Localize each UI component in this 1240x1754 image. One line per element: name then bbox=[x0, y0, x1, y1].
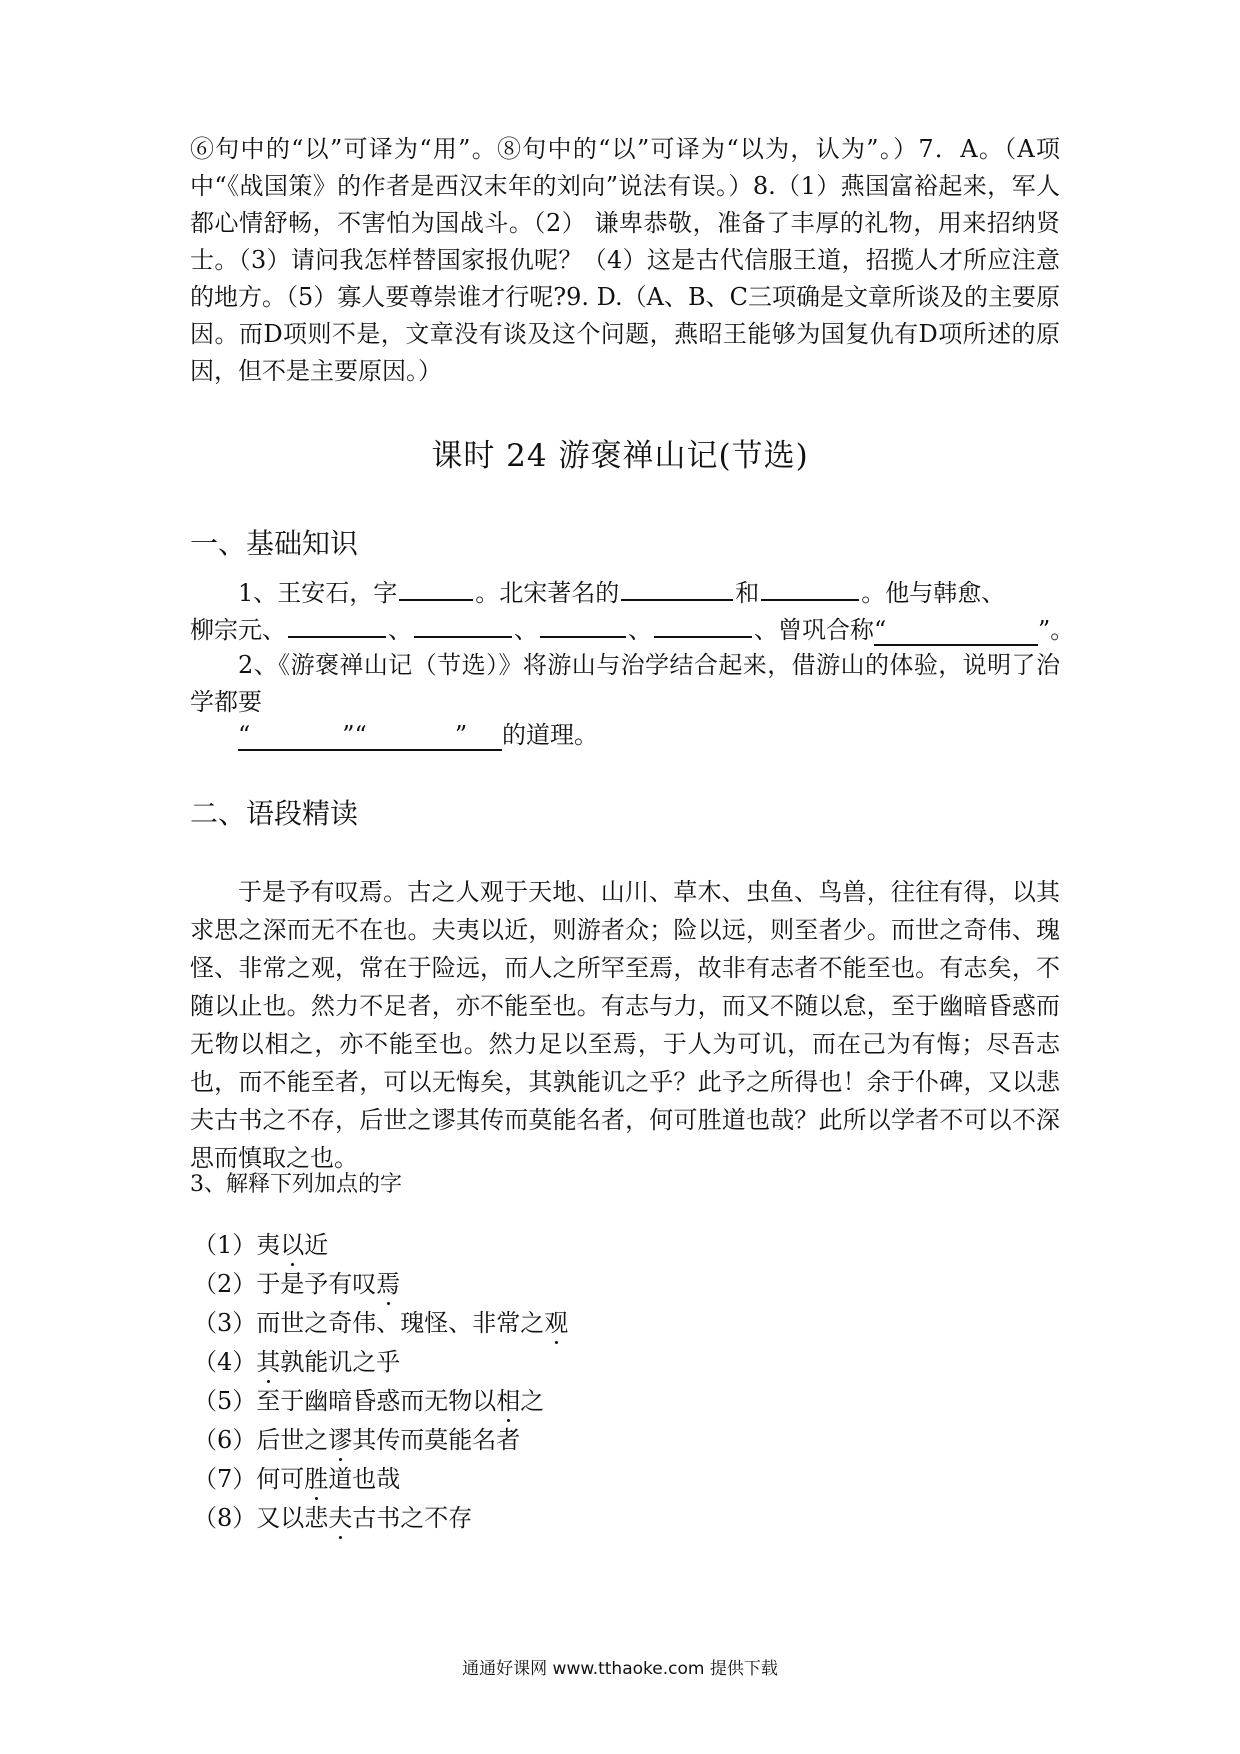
vocab-item bbox=[193, 1303, 568, 1338]
dotted-character: 以 bbox=[280, 1231, 305, 1259]
vocab-item bbox=[193, 1498, 472, 1533]
dotted-character: 相 bbox=[496, 1387, 521, 1415]
dotted-character: 观 bbox=[544, 1309, 569, 1337]
quote-open: “ bbox=[238, 721, 251, 749]
vocab-item-pre: 何可 bbox=[256, 1465, 305, 1493]
q2-tail: 的道理。 bbox=[502, 721, 598, 749]
q1-text: 和 bbox=[735, 579, 760, 607]
vocab-item bbox=[193, 1459, 400, 1494]
section-heading-basics: 一、基础知识 bbox=[190, 527, 359, 560]
vocab-item-num: （5） bbox=[193, 1387, 257, 1415]
vocab-item-pre: 又以悲 bbox=[256, 1504, 329, 1532]
passage-text: 于是予有叹焉。古之人观于天地、山川、草木、虫鱼、鸟兽，往往有得，以其求思之深而无不在也。夫夷以近，则游者众；险以远，则至者少。而世之奇伟、瑰怪、非常之观，常在于险远，而人之所罕至焉，故非有志者不能至也。有志矣，不随以止也。然力不足者，亦不能至也。有志与力，而又不随以怠，至于幽暗昏惑而无物以相之，亦不能至也。然力足以至焉，于人为可讥，而在己为有悔；尽吾志也，而不能至者，可以无悔矣，其孰能讥之乎？此予之所得也！余于仆碑，又以悲夫古书之不存，后世之谬其传而莫能名者，何可胜道也哉？此所以学者不可以不深思而慎取之也。 bbox=[190, 878, 1060, 1172]
dotted-character: 其 bbox=[256, 1348, 281, 1376]
vocab-item bbox=[193, 1381, 544, 1416]
answers-paragraph: ⑥句中的“以”可译为“用”。⑧句中的“以”可译为“以为，认为”。）7．A。（A项中“《战国策》的作者是西汉末年的刘向”说法有误。）8.（1）燕国富裕起来，军人都心情舒畅，不害怕为国战斗。（2） 谦卑恭敬，准备了丰厚的礼物，用来招纳贤士。（3）请问我怎样替国家报仇呢？（4）这是古代信服王道，招揽人才所应注意的地方。（5）寡人要尊崇谁才行呢?9. D.（A、B、C三项确是文章所谈及的主要原因。而D项则不是，文章没有谈及这个问题，燕昭王能够为国复仇有D项所述的原因，但不是主要原因。） bbox=[190, 135, 1061, 385]
vocab-item bbox=[193, 1264, 400, 1299]
vocab-item bbox=[193, 1225, 328, 1260]
question-3-heading: 3、解释下列加点的字 bbox=[190, 1172, 402, 1197]
question-2-line-2 bbox=[238, 715, 1108, 751]
q1-sep: 、 bbox=[628, 616, 652, 644]
section-heading-close-reading: 二、语段精读 bbox=[190, 797, 359, 830]
vocab-item-num: （2） bbox=[193, 1270, 257, 1298]
question-1-line-2 bbox=[190, 610, 1075, 646]
vocab-item-post: 古书之不存 bbox=[352, 1504, 473, 1532]
vocab-item-pre: 而世之奇伟、瑰怪、非常之 bbox=[256, 1309, 545, 1337]
vocab-item-pre: 夷 bbox=[256, 1231, 281, 1259]
blank-writer-1[interactable] bbox=[288, 612, 386, 638]
dotted-character: 夫 bbox=[328, 1504, 353, 1532]
quote-mid: ”“ bbox=[342, 721, 367, 749]
page-footer: 通通好课网 www.tthaoke.com 提供下载 bbox=[462, 1659, 778, 1679]
vocab-item-num: （4） bbox=[193, 1348, 257, 1376]
vocab-item-pre: 于是予有叹 bbox=[256, 1270, 377, 1298]
blank-courtesy-name[interactable] bbox=[399, 575, 473, 601]
vocab-item-pre: 后世之 bbox=[256, 1426, 329, 1454]
dotted-character: 胜 bbox=[304, 1465, 329, 1493]
quote-end: ” bbox=[454, 721, 468, 749]
vocab-item-post: 近 bbox=[304, 1231, 329, 1259]
lesson-title: 课时 24 游褒禅山记(节选) bbox=[431, 438, 809, 474]
dotted-character: 谬 bbox=[328, 1426, 353, 1454]
q1-text: 。北宋著名的 bbox=[475, 579, 620, 607]
q1-text: 、曾巩合称 bbox=[754, 616, 874, 644]
blank-writer-2[interactable] bbox=[414, 612, 512, 638]
vocab-item-num: （1） bbox=[193, 1231, 257, 1259]
vocab-item-post: 孰能讥之乎 bbox=[280, 1348, 401, 1376]
vocab-item-post: 道也哉 bbox=[328, 1465, 401, 1493]
q1-close: ”。 bbox=[1038, 616, 1075, 644]
blank-writer-4[interactable] bbox=[654, 612, 752, 638]
vocab-item-post: 其传而莫能名者 bbox=[352, 1426, 521, 1454]
dotted-character: 焉 bbox=[376, 1270, 401, 1298]
vocab-item bbox=[193, 1420, 520, 1455]
blank-two-requirements[interactable] bbox=[238, 721, 502, 751]
vocab-item-num: （7） bbox=[193, 1465, 257, 1493]
q1-text: 。他与韩愈、 bbox=[861, 579, 1006, 607]
q1-sep: 、 bbox=[514, 616, 538, 644]
vocab-item-num: （3） bbox=[193, 1309, 257, 1337]
blank-writer-3[interactable] bbox=[540, 612, 626, 638]
vocab-item-post: 之 bbox=[520, 1387, 545, 1415]
q1-text: 柳宗元、 bbox=[190, 616, 286, 644]
vocab-item-pre: 至于幽暗昏惑而无物以 bbox=[256, 1387, 497, 1415]
question-1-line-1 bbox=[190, 573, 1108, 608]
q1-sep: 、 bbox=[388, 616, 412, 644]
vocab-item-num: （6） bbox=[193, 1426, 257, 1454]
vocab-item-num: （8） bbox=[193, 1504, 257, 1532]
q1-text: 1、王安石，字 bbox=[238, 579, 398, 607]
blank-famous-as-2[interactable] bbox=[761, 575, 859, 601]
blank-collective-name[interactable] bbox=[874, 616, 1038, 646]
blank-famous-as-1[interactable] bbox=[621, 575, 733, 601]
open-quote: “ bbox=[874, 616, 887, 644]
question-2-text: 2、《游褒禅山记（节选）》将游山与治学结合起来，借游山的体验，说明了治学都要 bbox=[190, 651, 1060, 716]
vocab-item bbox=[193, 1342, 400, 1377]
